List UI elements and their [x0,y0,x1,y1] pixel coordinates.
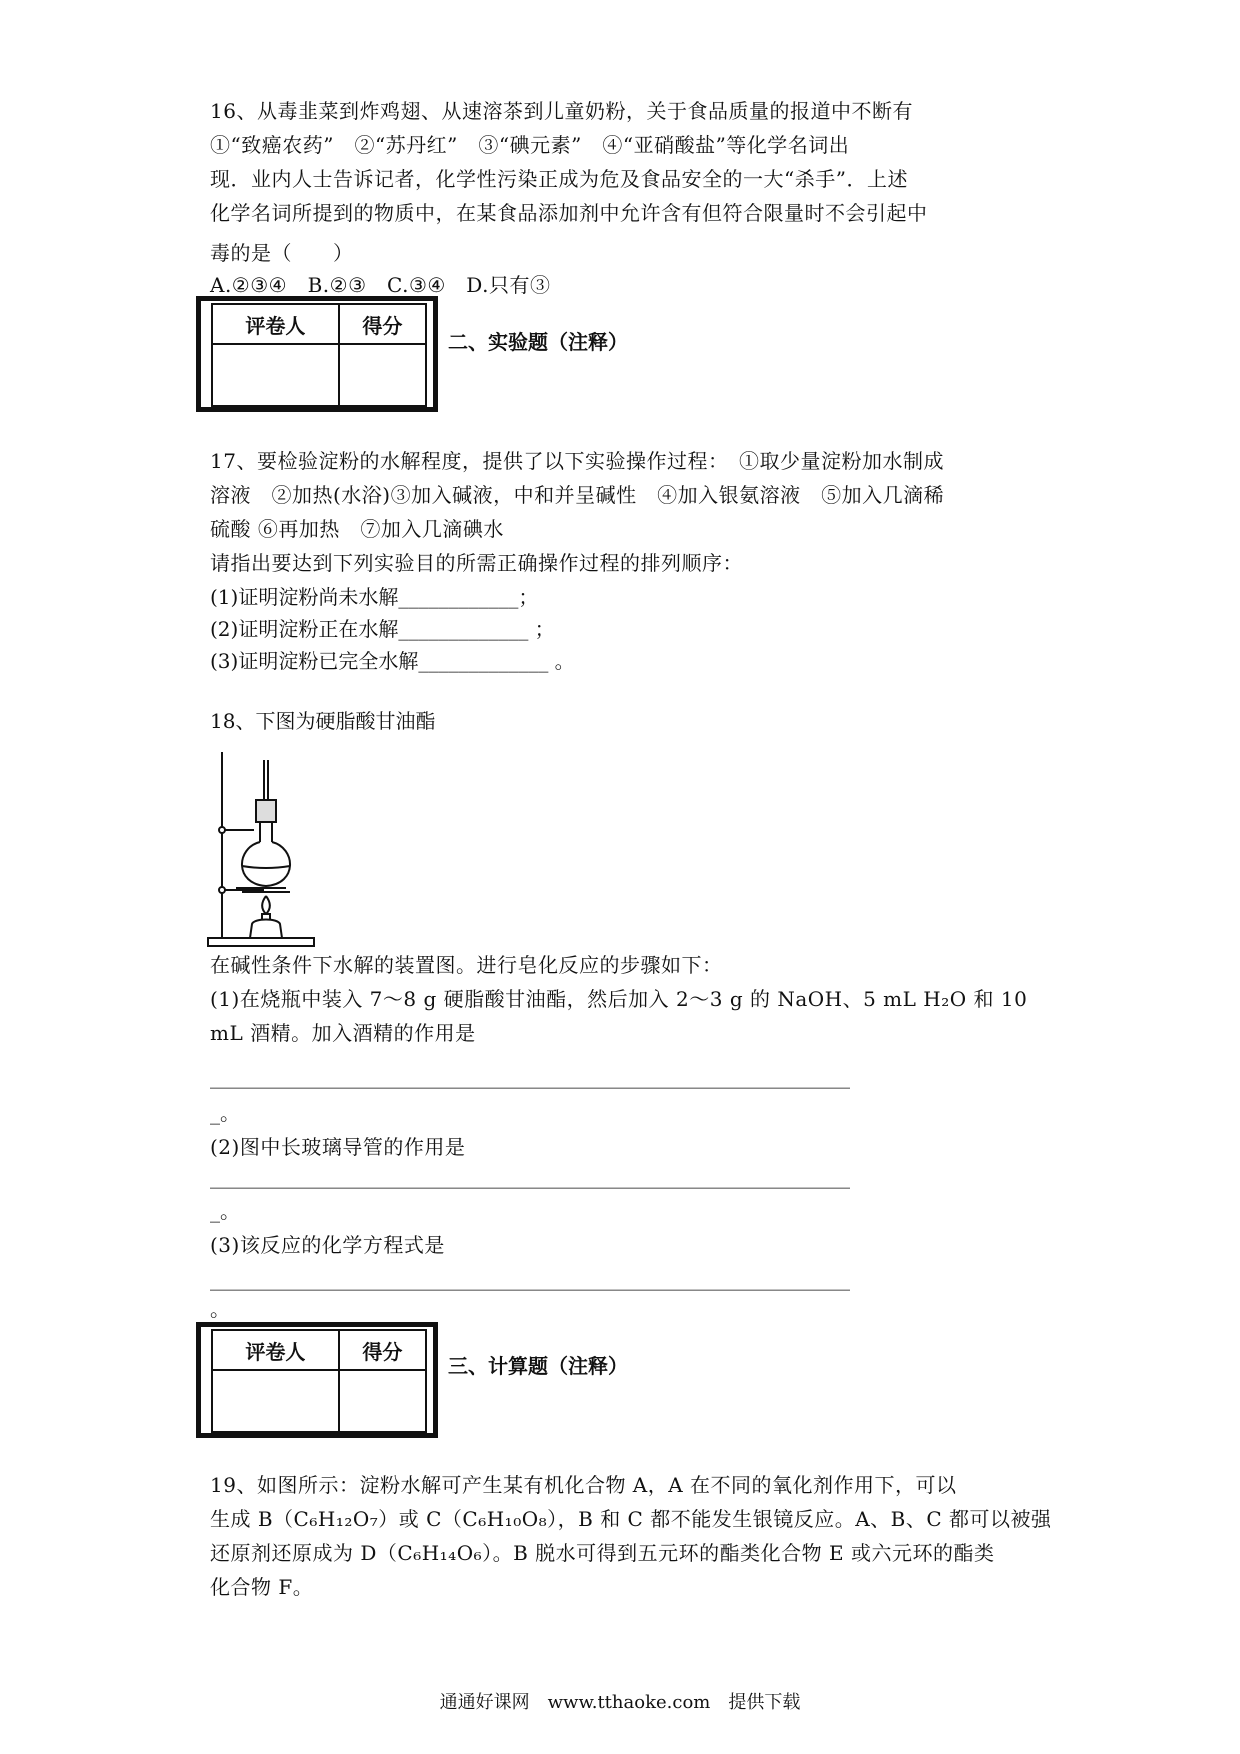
q18-line-5: (3)该反应的化学方程式是 [210,1233,445,1257]
q16-options: A.②③④ B.②③ C.③④ D.只有③ [210,273,551,297]
q19-line-2: 生成 B（C₆H₁₂O₇）或 C（C₆H₁₀O₈），B 和 C 都不能发生银镜反应。A、B、C 都可以被强 [210,1507,1052,1531]
q18-line-3: mL 酒精。加入酒精的作用是 [210,1021,476,1045]
q17-sub-1: (1)证明淀粉尚未水解____________； [210,585,539,609]
q19-line-1: 19、如图所示：淀粉水解可产生某有机化合物 A，A 在不同的氧化剂作用下，可以 [210,1473,957,1497]
q19-line-4: 化合物 F。 [210,1575,314,1599]
reviewer-cell [212,1370,339,1432]
q17-sub-2: (2)证明淀粉正在水解_____________ ； [210,617,555,641]
q16-line-2: ①“致癌农药” ②“苏丹红” ③“碘元素” ④“亚硝酸盐”等化学名词出 [210,133,850,157]
score-cell [339,1370,426,1432]
q16-line-1: 16、从毒韭菜到炸鸡翅、从速溶茶到儿童奶粉，关于食品质量的报道中不断有 [210,99,913,123]
score-header: 得分 [339,1330,426,1370]
q18-blank-3: ________________________________________________________________ [210,1267,850,1291]
q16-line-4: 化学名词所提到的物质中，在某食品添加剂中允许含有但符合限量时不会引起中 [210,201,928,225]
score-box-2 [196,1322,438,1438]
page-footer: 通通好课网 www.tthaoke.com 提供下载 [439,1692,801,1713]
section-title-calculation: 三、计算题（注释） [448,1354,628,1378]
score-table-1 [211,303,427,407]
section-title-experiment: 二、实验题（注释） [448,330,628,354]
q18-line-4: (2)图中长玻璃导管的作用是 [210,1135,466,1159]
q18-blank-1: ________________________________________________________________ [210,1065,850,1089]
q17-line-2: 溶液 ②加热(水浴)③加入碱液，中和并呈碱性 ④加入银氨溶液 ⑤加入几滴稀 [210,483,945,507]
q17-sub-3: (3)证明淀粉已完全水解_____________ 。 [210,649,575,673]
q19-line-3: 还原剂还原成为 D（C₆H₁₄O₆）。B 脱水可得到五元环的酯类化合物 E 或六元环的酯类 [210,1541,995,1565]
q17-line-4: 请指出要达到下列实验目的所需正确操作过程的排列顺序： [210,551,743,575]
score-header: 得分 [339,304,426,344]
q18-line-1: 在碱性条件下水解的装置图。进行皂化反应的步骤如下： [210,953,723,977]
score-box-1 [196,296,438,412]
q18-intro: 18、下图为硬脂酸甘油酯 [210,709,436,733]
q18-line-2: (1)在烧瓶中装入 7～8 g 硬脂酸甘油酯，然后加入 2～3 g 的 NaOH、5 mL H₂O 和 10 [210,987,1028,1011]
q17-line-3: 硫酸 ⑥再加热 ⑦加入几滴碘水 [210,517,504,541]
q18-blank-2: ________________________________________________________________ [210,1165,850,1189]
reviewer-header: 评卷人 [212,1330,339,1370]
q18-blank-3-end: 。 [210,1297,230,1321]
q18-blank-1-end: _。 [210,1101,240,1125]
score-cell [339,344,426,406]
saponification-apparatus-figure [206,752,316,952]
q17-line-1: 17、要检验淀粉的水解程度，提供了以下实验操作过程： ①取少量淀粉加水制成 [210,449,944,473]
reviewer-cell [212,344,339,406]
q16-line-5: 毒的是（ ） [210,241,354,265]
reviewer-header: 评卷人 [212,304,339,344]
score-table-2 [211,1329,427,1433]
q18-blank-2-end: _。 [210,1199,240,1223]
q16-line-3: 现．业内人士告诉记者，化学性污染正成为危及食品安全的一大“杀手”．上述 [210,167,908,191]
